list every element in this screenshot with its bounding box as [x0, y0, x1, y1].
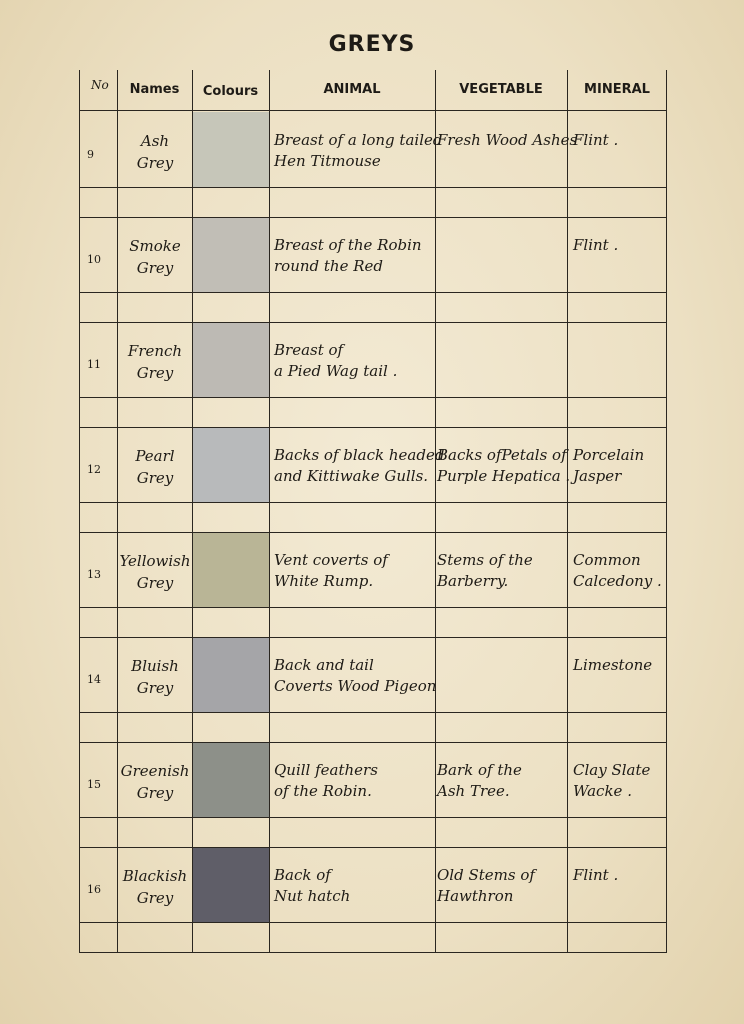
animal-cell: Breast of a Pied Wag tail . [274, 341, 398, 380]
mineral-cell: Common Calcedony . [573, 551, 662, 590]
table-row [79, 217, 667, 322]
colour-name: Greenish Grey [120, 762, 190, 802]
row-number: 13 [87, 568, 101, 581]
colour-swatch [193, 217, 269, 293]
colour-name: Yellowish Grey [119, 552, 191, 592]
row-number: 9 [87, 148, 94, 161]
vegetable-cell: Old Stems of Hawthron [437, 866, 535, 905]
vegetable-cell: Backs ofPetals of Purple Hepatica . [437, 446, 571, 485]
vegetable-cell: Bark of the Ash Tree. [437, 761, 522, 800]
animal-header: ANIMAL [323, 82, 381, 97]
colour-name: Blackish Grey [122, 867, 188, 907]
mineral-header: MINERAL [584, 82, 650, 97]
table-row [79, 532, 667, 637]
mineral-cell: Porcelain Jasper [573, 446, 645, 485]
animal-cell: Vent coverts of White Rump. [274, 551, 388, 590]
row-number: 10 [87, 253, 101, 266]
colour-name: French Grey [127, 342, 183, 382]
row-number: 15 [87, 778, 101, 791]
vegetable-cell: Fresh Wood Ashes [437, 131, 578, 149]
mineral-cell: Limestone [573, 656, 653, 674]
row-number: 12 [87, 463, 101, 476]
colour-table [79, 70, 667, 952]
animal-cell: Breast of a long tailed Hen Titmouse [274, 131, 443, 170]
mineral-cell: Flint . [573, 236, 619, 254]
table-row [79, 742, 667, 847]
colour-name: Pearl Grey [135, 447, 175, 487]
colour-swatch [193, 532, 269, 608]
mineral-cell: Flint . [573, 866, 619, 884]
animal-cell: Quill feathers of the Robin. [274, 761, 378, 800]
mineral-cell: Flint . [573, 131, 619, 149]
colour-swatch [193, 742, 269, 818]
colour-name: Ash Grey [136, 132, 174, 172]
mineral-cell: Clay Slate Wacke . [573, 761, 651, 800]
row-number: 14 [87, 673, 101, 686]
row-number: 11 [87, 358, 101, 371]
row-number: 16 [87, 883, 101, 896]
names-header: Names [129, 82, 180, 97]
vegetable-cell: Stems of the Barberry. [437, 551, 533, 590]
animal-cell: Back of Nut hatch [274, 866, 351, 905]
animal-cell: Backs of black headed and Kittiwake Gulls. [274, 446, 445, 485]
table-row [79, 112, 667, 217]
animal-cell: Breast of the Robin round the Red [274, 236, 422, 275]
colours-header: Colours [202, 84, 259, 99]
table-row [79, 637, 667, 742]
vegetable-header: VEGETABLE [459, 82, 543, 97]
table-row [79, 847, 667, 952]
table-row [79, 427, 667, 532]
colour-swatch [193, 322, 269, 398]
number-header: No [91, 78, 109, 92]
table-row [79, 322, 667, 427]
page-title: GREYS [328, 32, 416, 57]
colour-swatch [193, 427, 269, 503]
colour-swatch [193, 112, 269, 188]
colour-swatch [193, 847, 269, 923]
colour-name: Bluish Grey [131, 657, 179, 697]
animal-cell: Back and tail Coverts Wood Pigeon [274, 656, 437, 695]
colour-name: Smoke Grey [129, 237, 181, 277]
colour-swatch [193, 637, 269, 713]
